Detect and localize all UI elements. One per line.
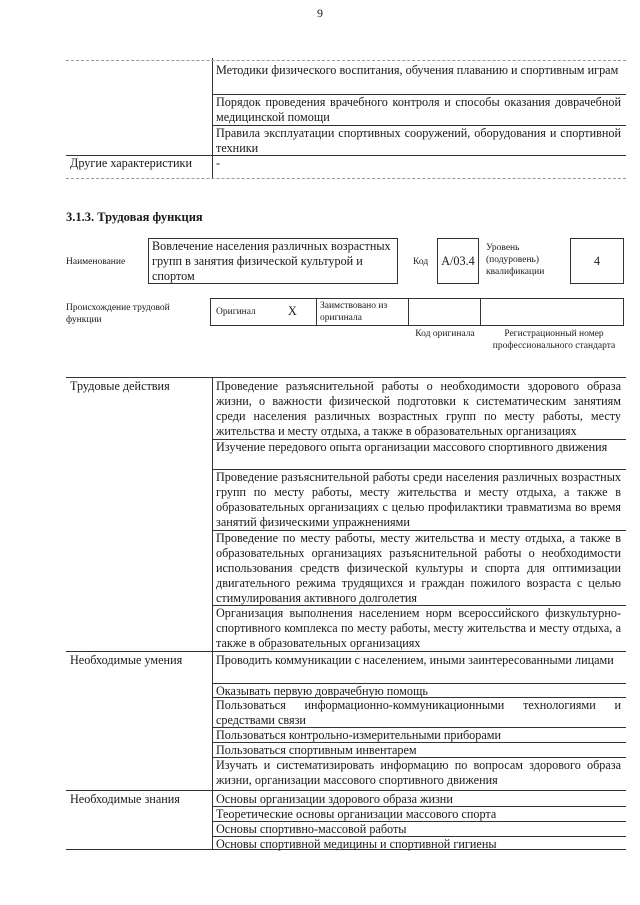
code-original-caption: Код оригинала	[415, 329, 475, 339]
action-item: Проведение разъяснительной работы о необходимости здорового образа жизни, о важности физической подготовки к систематическим занятиям среди населения различных возрастных групп по месту работы, месту жительства и месту отдыха, а также в образовательных организациях	[216, 379, 621, 438]
borrowed-label: Заимствовано из оригинала	[320, 301, 388, 323]
knowledge-item: Правила эксплуатации спортивных сооружений, оборудования и спортивной техники	[216, 126, 621, 155]
origin-divider	[408, 298, 409, 326]
skill-item: Изучать и систематизировать информацию по вопросам здорового образа жизни, организации массового спортивного движения	[216, 758, 621, 787]
table-bottom-border	[66, 849, 626, 850]
level-value: 4	[593, 254, 601, 268]
top-block-divider	[212, 58, 213, 178]
top-block-top-border	[66, 60, 626, 61]
origin-label: Происхождение трудовой функции	[66, 303, 170, 325]
action-item: Организация выполнения населением норм всероссийского физкультурно-спортивного комплекса по месту работы, месту жительства и месту отдыха, а также в образовательных организациях	[216, 606, 621, 650]
regnum-caption: Регистрационный номер профессионального стандарта	[492, 329, 616, 351]
skill-item: Пользоваться контрольно-измерительными приборами	[216, 728, 502, 742]
other-characteristics-label: Другие характеристики	[70, 156, 192, 170]
original-mark: X	[288, 304, 297, 318]
knowledge-label: Необходимые знания	[70, 792, 180, 806]
skill-item: Проводить коммуникации с населением, иными заинтересованными лицами	[216, 653, 614, 667]
code-label: Код	[413, 257, 429, 267]
origin-divider	[480, 298, 481, 326]
table-top-border	[66, 377, 626, 378]
row-divider	[66, 790, 626, 791]
table-divider	[212, 377, 213, 849]
level-label: Уровень (подуровень) квалификации	[486, 243, 545, 277]
section-title: 3.1.3. Трудовая функция	[66, 210, 203, 224]
row-divider	[66, 178, 626, 179]
knowledge-item: Теоретические основы организации массового спорта	[216, 807, 497, 821]
actions-label: Трудовые действия	[70, 379, 170, 393]
skill-item: Оказывать первую доврачебную помощь	[216, 684, 428, 698]
original-label: Оригинал	[216, 307, 256, 317]
knowledge-item: Методики физического воспитания, обучения плаванию и спортивным играм	[216, 63, 619, 77]
origin-table	[210, 298, 624, 326]
origin-divider	[316, 298, 317, 326]
code-value: A/03.4	[441, 254, 475, 268]
knowledge-item: Основы организации здорового образа жизни	[216, 792, 453, 806]
skills-label: Необходимые умения	[70, 653, 183, 667]
action-item: Проведение по месту работы, месту жительства и месту отдыха, а также в образовательных организациях разъяснительной работы о необходимости использования средств физической культуры и спорта для оптимизации двигательного режима трудящихся и граждан пожилого возраста с целью стимулирования активного долголетия	[216, 531, 621, 605]
name-label: Наименование	[66, 257, 126, 267]
name-value: Вовлечение населения различных возрастных групп в занятия физической культурой и спортом	[152, 239, 391, 283]
row-divider	[66, 651, 626, 652]
skill-item: Пользоваться спортивным инвентарем	[216, 743, 417, 757]
knowledge-item: Основы спортивно-массовой работы	[216, 822, 407, 836]
action-item: Проведение разъяснительной работы среди населения различных возрастных групп по месту работы, месту жительства и месту отдыха, а также в образовательных организациях с целью профилактики травматизма во время занятий физическими упражнениями	[216, 470, 621, 529]
knowledge-item: Основы спортивной медицины и спортивной гигиены	[216, 837, 497, 851]
action-item: Изучение передового опыта организации массового спортивного движения	[216, 440, 608, 454]
other-characteristics-value: -	[216, 156, 221, 170]
skill-item: Пользоваться информационно-коммуникационными технологиями и средствами связи	[216, 698, 621, 727]
page-number: 9	[317, 6, 323, 20]
knowledge-item: Порядок проведения врачебного контроля и способы оказания доврачебной медицинской помощи	[216, 95, 621, 124]
